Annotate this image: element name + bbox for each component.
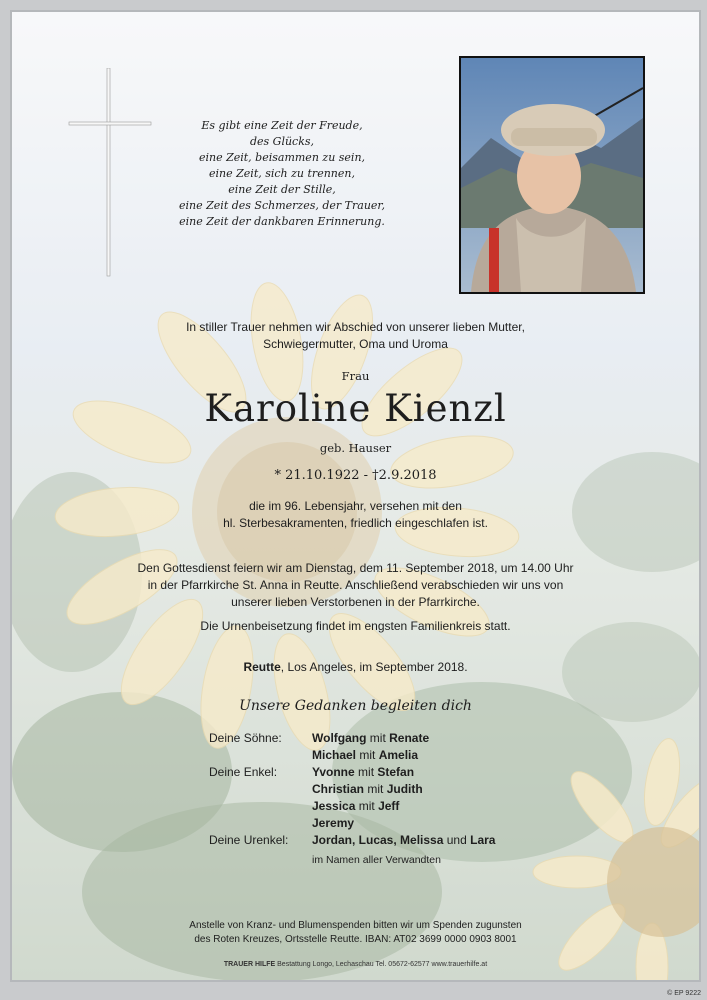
sons-label: Deine Söhne: bbox=[209, 731, 282, 745]
salutation: Frau bbox=[341, 369, 370, 383]
deceased-name: Karoline Kienzl bbox=[204, 387, 507, 430]
poem-line: eine Zeit, sich zu trennen, bbox=[209, 167, 355, 180]
place-rest: , Los Angeles, im September 2018. bbox=[280, 660, 468, 674]
cross-icon bbox=[68, 68, 152, 278]
grandchildren-label: Deine Enkel: bbox=[209, 765, 278, 779]
donation-note bbox=[52, 919, 659, 947]
maiden-name: geb. Hauser bbox=[319, 441, 392, 455]
portrait-photo bbox=[459, 56, 645, 294]
intro-line: In stiller Trauer nehmen wir Abschied von unserer lieben Mutter, bbox=[186, 320, 525, 334]
family-row: Michael mit Amelia bbox=[312, 748, 419, 762]
product-code: © EP 9222 bbox=[667, 990, 701, 997]
family-list bbox=[12, 730, 699, 870]
greatgrandchildren-label: Deine Urenkel: bbox=[209, 833, 289, 847]
service-line: Den Gottesdienst feiern wir am Dienstag, dem 11. September 2018, um 14.00 Uhr bbox=[137, 561, 574, 575]
service-line: in der Pfarrkirche St. Anna in Reutte. Anschließend verabschieden wir uns von bbox=[147, 578, 564, 592]
family-row: Wolfgang mit Renate bbox=[312, 731, 430, 745]
poem bbox=[152, 118, 412, 230]
life-dates: * 21.10.1922 - †2.9.2018 bbox=[274, 468, 437, 483]
family-row: Jordan, Lucas, Melissa und Lara bbox=[312, 833, 496, 847]
family-row: Jeremy bbox=[312, 816, 355, 830]
poem-line: eine Zeit der dankbaren Erinnerung. bbox=[179, 215, 385, 228]
poem-line: Es gibt eine Zeit der Freude, bbox=[201, 119, 363, 132]
place-city: Reutte bbox=[243, 660, 281, 674]
family-closing: im Namen aller Verwandten bbox=[312, 854, 441, 866]
urn-text: Die Urnenbeisetzung findet im engsten Familienkreis statt. bbox=[200, 619, 511, 633]
family-row: Christian mit Judith bbox=[312, 782, 423, 796]
family-row: Jessica mit Jeff bbox=[312, 799, 400, 813]
service-text bbox=[52, 560, 659, 611]
service-line: unserer lieben Verstorbenen in der Pfarrkirche. bbox=[231, 595, 480, 609]
poem-line: eine Zeit, beisammen zu sein, bbox=[198, 151, 366, 164]
passing-line: hl. Sterbesakramenten, friedlich eingeschlafen ist. bbox=[223, 516, 488, 530]
intro-text bbox=[52, 319, 659, 353]
imprint bbox=[52, 961, 659, 968]
imprint-text: Bestattung Longo, Lechaschau Tel. 05672-62577 www.trauerhilfe.at bbox=[275, 961, 488, 968]
passing-line: die im 96. Lebensjahr, versehen mit den bbox=[249, 499, 462, 513]
poem-line: eine Zeit der Stille, bbox=[228, 183, 336, 196]
passing-text bbox=[52, 498, 659, 532]
parte-card bbox=[10, 10, 701, 982]
donation-line: Anstelle von Kranz- und Blumenspenden bitten wir um Spenden zugunsten bbox=[189, 920, 522, 931]
poem-line: des Glücks, bbox=[249, 135, 315, 148]
donation-line: des Roten Kreuzes, Ortsstelle Reutte. IBAN: AT02 3699 0000 0903 8001 bbox=[194, 934, 517, 945]
place-date bbox=[52, 659, 659, 676]
family-heading: Unsere Gedanken begleiten dich bbox=[239, 698, 472, 714]
family-row: Yvonne mit Stefan bbox=[312, 765, 415, 779]
imprint-brand: TRAUER HILFE bbox=[223, 961, 276, 968]
poem-line: eine Zeit des Schmerzes, der Trauer, bbox=[179, 199, 385, 212]
intro-line: Schwiegermutter, Oma und Uroma bbox=[263, 337, 448, 351]
